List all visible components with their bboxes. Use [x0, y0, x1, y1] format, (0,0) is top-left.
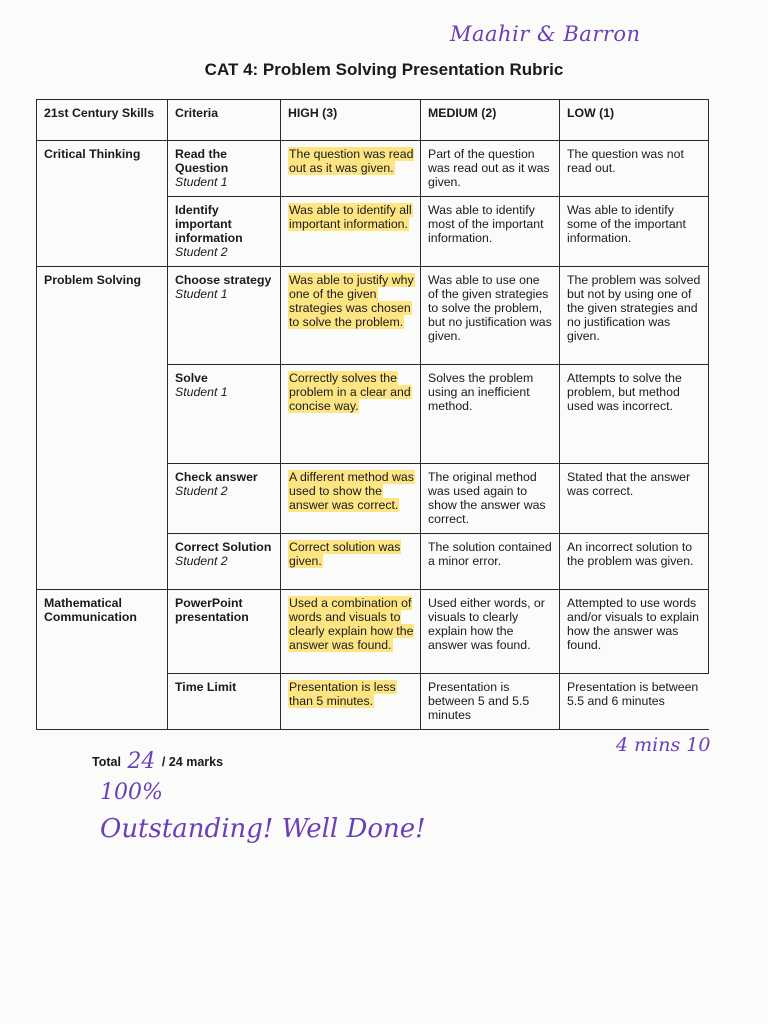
high-text-highlighted: Was able to justify why one of the given strategies was chosen to solve the problem. [289, 273, 414, 329]
high-cell [281, 365, 421, 464]
low-cell: Presentation is between 5.5 and 6 minutes [560, 674, 709, 730]
low-cell: An incorrect solution to the problem was given. [560, 534, 709, 590]
high-cell [281, 141, 421, 197]
high-cell [281, 534, 421, 590]
high-text-highlighted: Was able to identify all important information. [289, 203, 412, 231]
total-score-handwritten: 24 [127, 749, 156, 774]
criteria-cell [168, 590, 281, 674]
header-criteria: Criteria [168, 100, 281, 141]
total-label: Total [92, 755, 121, 769]
header-medium: MEDIUM (2) [421, 100, 560, 141]
criteria-name: Time Limit [175, 680, 237, 694]
comment-handwritten: Outstanding! Well Done! [100, 814, 426, 844]
low-cell: Was able to identify some of the important information. [560, 197, 709, 267]
criteria-cell [168, 267, 281, 365]
criteria-cell [168, 534, 281, 590]
medium-cell: Used either words, or visuals to clearly explain how the answer was found. [421, 590, 560, 674]
criteria-student: Student 2 [175, 245, 228, 259]
table-row [37, 141, 709, 197]
high-text-highlighted: Presentation is less than 5 minutes. [289, 680, 396, 708]
criteria-cell [168, 365, 281, 464]
medium-cell: The solution contained a minor error. [421, 534, 560, 590]
low-cell: The question was not read out. [560, 141, 709, 197]
page-title: CAT 4: Problem Solving Presentation Rubric [204, 60, 564, 79]
low-cell: Attempted to use words and/or visuals to explain how the answer was found. [560, 590, 709, 674]
criteria-name: PowerPoint presentation [175, 596, 249, 624]
header-skills: 21st Century Skills [37, 100, 168, 141]
criteria-student: Student 1 [175, 385, 228, 399]
high-text-highlighted: The question was read out as it was given. [289, 147, 414, 175]
low-cell: Attempts to solve the problem, but method used was incorrect. [560, 365, 709, 464]
skill-mathematical-communication: Mathematical Communication [37, 590, 168, 730]
low-cell: The problem was solved but not by using one of the given strategies and no justification was given. [560, 267, 709, 365]
medium-cell: Was able to identify most of the important information. [421, 197, 560, 267]
high-text-highlighted: Correctly solves the problem in a clear and concise way. [289, 371, 411, 413]
criteria-cell [168, 674, 281, 730]
skill-problem-solving: Problem Solving [37, 267, 168, 590]
student-names-handwritten: Maahir & Barron [450, 22, 641, 46]
criteria-name: Check answer [175, 470, 258, 484]
criteria-name: Correct Solution [175, 540, 272, 554]
total-suffix: / 24 marks [161, 755, 224, 769]
medium-cell: The original method was used again to show the answer was correct. [421, 464, 560, 534]
medium-cell: Was able to use one of the given strategies to solve the problem, but no justification was given. [421, 267, 560, 365]
skill-critical-thinking: Critical Thinking [37, 141, 168, 267]
criteria-name: Read the Question [175, 147, 229, 175]
high-cell [281, 674, 421, 730]
criteria-student: Student 1 [175, 175, 228, 189]
criteria-name: Choose strategy [175, 273, 272, 287]
high-cell [281, 197, 421, 267]
criteria-student: Student 2 [175, 554, 228, 568]
criteria-student: Student 1 [175, 287, 228, 301]
high-cell [281, 267, 421, 365]
header-row [37, 100, 709, 141]
criteria-name: Solve [175, 371, 208, 385]
rubric-table [36, 99, 709, 730]
high-text-highlighted: A different method was used to show the answer was correct. [289, 470, 414, 512]
criteria-cell [168, 464, 281, 534]
table-row [37, 590, 709, 674]
medium-cell: Presentation is between 5 and 5.5 minutes [421, 674, 560, 730]
header-low: LOW (1) [560, 100, 709, 141]
criteria-name: Identify important information [175, 203, 243, 245]
medium-cell: Part of the question was read out as it was given. [421, 141, 560, 197]
criteria-student: Student 2 [175, 484, 228, 498]
table-row [37, 267, 709, 365]
percent-handwritten: 100% [100, 780, 163, 805]
criteria-cell [168, 197, 281, 267]
total-marks [92, 747, 223, 772]
high-cell [281, 464, 421, 534]
high-text-highlighted: Correct solution was given. [289, 540, 401, 568]
medium-cell: Solves the problem using an inefficient method. [421, 365, 560, 464]
time-note-handwritten: 4 mins 10 [616, 734, 711, 756]
criteria-cell [168, 141, 281, 197]
high-cell [281, 590, 421, 674]
header-high: HIGH (3) [281, 100, 421, 141]
high-text-highlighted: Used a combination of words and visuals to clearly explain how the answer was found. [289, 596, 414, 652]
low-cell: Stated that the answer was correct. [560, 464, 709, 534]
